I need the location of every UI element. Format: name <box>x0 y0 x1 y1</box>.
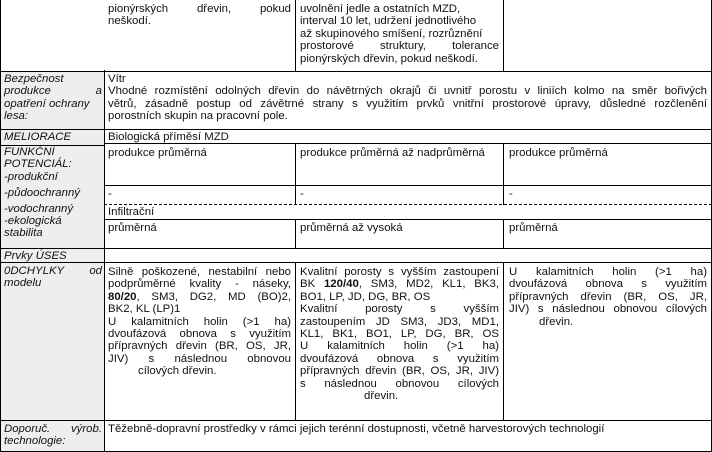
text-line: Vhodné rozmístění odolných dřevin do návětrných okrajů či uvnitř porostu v liniích kolmo na směr bořivých <box>108 85 707 98</box>
text-line: uvolnění jedle a ostatních MZD, <box>300 3 461 15</box>
text-line: dvoufázová obnova s využitím <box>509 278 707 291</box>
grid-line <box>104 70 105 452</box>
grid-line <box>0 262 712 263</box>
grid-line <box>0 129 712 130</box>
grid-line <box>295 143 296 205</box>
label-line: Bezpečnost <box>4 73 64 85</box>
odchylky-col2-cell <box>300 266 499 402</box>
text-line: s následnou obnovou cílových <box>300 377 499 390</box>
text-line: Silně poškozené, nestabilní nebo <box>108 266 291 278</box>
text-line: až skupinového smíšení, rozrůznění <box>300 27 483 40</box>
text-line: přípravných dřevin (BR, OS, JR, <box>108 340 291 353</box>
label-line: technologie: <box>4 435 66 448</box>
odchylky-col1-cell <box>108 266 291 378</box>
stabilita-cell-3: průměrná <box>509 222 558 234</box>
grid-line-dashed <box>104 204 712 206</box>
funkcni-label <box>4 146 102 240</box>
grid-line <box>503 143 504 205</box>
label-line: opatření ochrany <box>4 97 90 110</box>
grid-line <box>503 0 504 72</box>
text-line: prostorové struktury, tolerance <box>300 40 499 53</box>
text-line: neškodí. <box>108 15 152 28</box>
label-line: -produkční <box>4 170 58 183</box>
text-line: dřevin. <box>539 315 574 328</box>
text-line: větrů, zásadně postup od závětrné strany s využitím prvků vnitřní prostorové úpravy, důsledné rozčlenění <box>108 97 707 110</box>
grid-line <box>104 219 712 220</box>
meliorace-cell: Biologická příměsí MZD <box>108 131 229 143</box>
text-line: KL1, BK1, BO1, LP, DG, BR, OS <box>300 328 499 341</box>
text-line: dřevin. <box>364 390 399 403</box>
text-line: Kvalitní porosty s vyšším <box>300 303 499 316</box>
text-line: podprůměrné kvality - náseky, <box>108 278 291 291</box>
text-line: přípravných dřevin (BR, OS, JR, JIV) <box>300 365 499 378</box>
meliorace-label: MELIORACE <box>4 131 72 143</box>
text-line <box>108 291 291 303</box>
text-line: dvoufázová obnova s využitím <box>300 352 499 365</box>
text-rest: BK <box>300 278 324 291</box>
label-line: modelu <box>4 277 42 290</box>
label-line: produkce a <box>4 85 102 98</box>
text-line: interval 10 let, udržení jednotlivého <box>300 15 477 28</box>
text-line: cílových dřevin. <box>138 365 217 378</box>
text-line: porostních skupin na pracovní pole. <box>108 110 288 123</box>
uses-label: Prvky ÚSES <box>4 250 67 262</box>
grid-line <box>104 185 712 186</box>
text-line: U kalamitních holin (>1 ha) <box>509 266 707 278</box>
grid-line <box>0 71 712 72</box>
text-line: U kalamitních holin (>1 ha) <box>300 340 499 353</box>
text-rest: , SM3, MD2, KL1, BK3, <box>358 278 499 291</box>
produkce-cell-3: produkce průměrná <box>509 147 608 159</box>
dash-cell-1: - <box>108 188 112 200</box>
grid-line <box>503 263 504 420</box>
grid-line <box>0 248 712 249</box>
dash-cell-2: - <box>300 188 304 200</box>
text-line: pionýrských dřevin, pokud <box>108 3 291 15</box>
bold-value: 80/20 <box>108 290 137 303</box>
stabilita-cell-1: průměrná <box>108 222 157 234</box>
label-line: lesa: <box>4 110 29 123</box>
text-line: U kalamitních holin (>1 ha) <box>108 315 291 328</box>
label-line: Doporuč. výrob. <box>4 423 102 435</box>
doporuc-label <box>4 423 102 448</box>
grid-line <box>503 219 504 249</box>
grid-line <box>295 0 296 72</box>
text-line: dvoufázová obnova s využitím <box>108 328 291 341</box>
text-line: přípravných dřevin (BR, OS, JR, <box>509 290 707 303</box>
text-line: BO1, LP, JD, DG, BR, OS <box>300 290 431 303</box>
text-line: zastoupením JD SM3, JD3, MD1, <box>300 315 499 328</box>
text-line: Kvalitní porosty s vyšším zastoupení <box>300 266 499 278</box>
text-line <box>300 278 499 290</box>
label-line: -půdoochranný <box>4 187 80 200</box>
label-line: POTENCIÁL: <box>4 158 72 171</box>
text-line: BK2, KL (LP)1 <box>108 303 181 316</box>
produkce-cell-2: produkce průměrná až nadprůměrná <box>300 147 485 159</box>
text-line: JIV) s následnou obnovou <box>108 352 291 365</box>
bezpecnost-title: Vítr <box>108 73 126 85</box>
bezpecnost-label <box>4 73 102 123</box>
odchylky-col3-cell <box>509 266 707 328</box>
odchylky-label <box>4 265 102 290</box>
text-rest: , SM3, DG2, MD (BO)2, <box>136 290 291 303</box>
top-col1-cell <box>108 3 291 28</box>
label-line: -vodochranný <box>4 202 74 215</box>
label-line: stabilita <box>4 227 43 240</box>
grid-line <box>0 0 1 452</box>
label-line: FUNKČNÍ <box>4 146 55 158</box>
bold-value: 120/40 <box>323 278 359 291</box>
bezpecnost-cell <box>108 73 707 123</box>
stabilita-cell-2: průměrná až vysoká <box>300 222 403 234</box>
text-line: pionýrských dřevin, pokud neškodí. <box>300 52 478 65</box>
doporuc-cell: Těžebně-dopravní prostředky v rámci jejich terénní dostupnosti, včetně harvestorových technologií <box>108 423 605 435</box>
grid-line <box>295 219 296 249</box>
label-line: 0DCHYLKY od <box>4 265 102 277</box>
produkce-cell-1: produkce průměrná <box>108 147 207 159</box>
grid-line <box>0 420 712 421</box>
dash-cell-3: - <box>509 188 513 200</box>
label-line: -ekologická <box>4 215 62 228</box>
text-line: JIV) s následnou obnovou cílových <box>509 303 707 316</box>
top-col2-cell <box>300 3 499 65</box>
grid-line <box>295 263 296 420</box>
infiltracni-cell: Infiltrační <box>108 206 155 218</box>
